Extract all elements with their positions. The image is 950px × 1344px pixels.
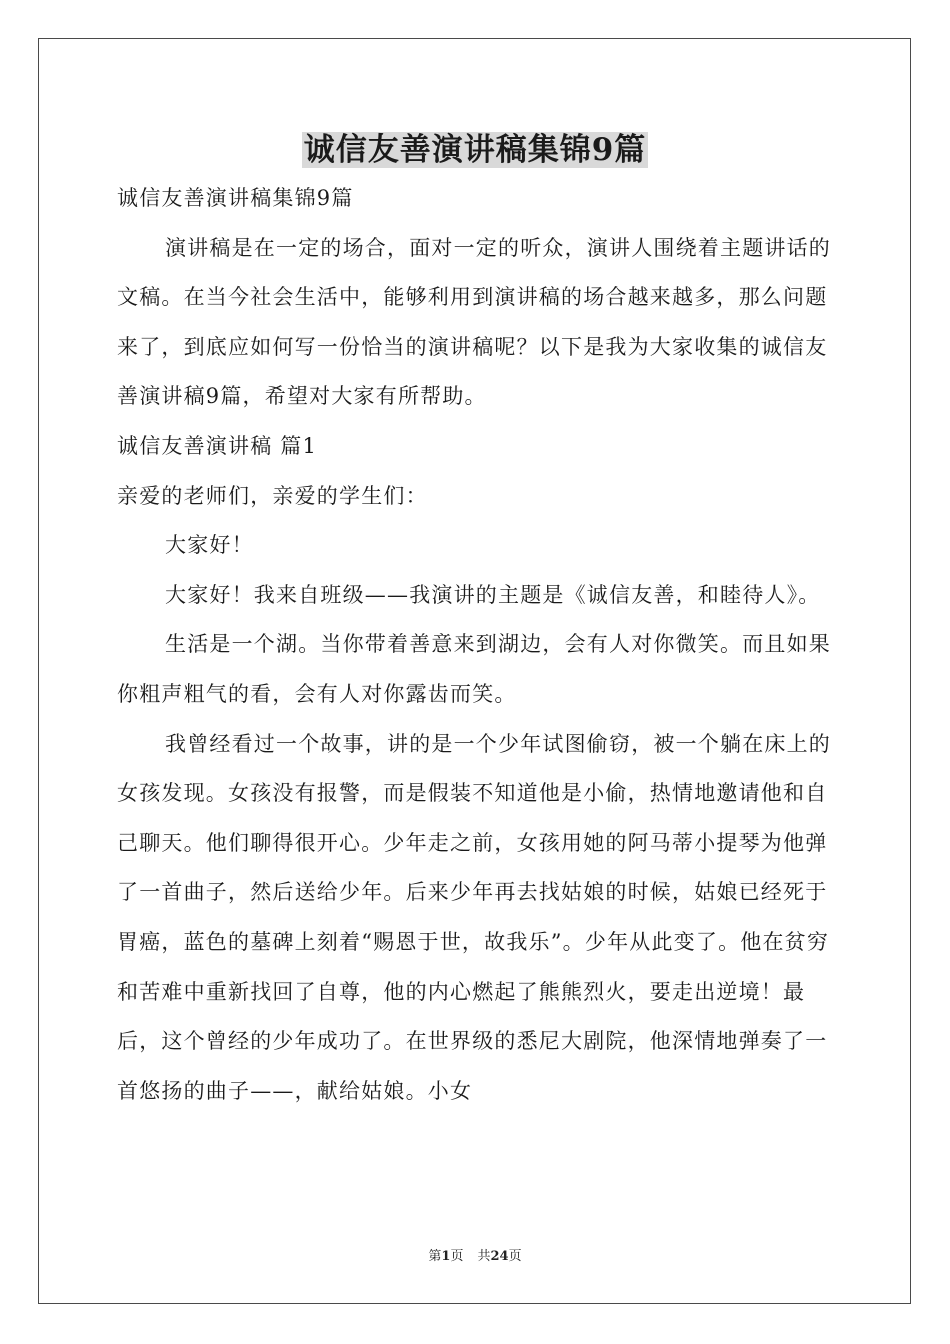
footer-total-pages: 24 (490, 1249, 509, 1264)
paragraph-greeting: 大家好！ (165, 533, 254, 558)
paragraph-intro: 演讲稿是在一定的场合，面对一定的听众，演讲人围绕着主题讲话的文稿。在当今社会生活中，能够利用到演讲稿的场合越来越多，那么问题来了，到底应如何写一份恰当的演讲稿呢？以下是我为大家收集的诚信友善演讲稿9篇，希望对大家有所帮助。 (117, 235, 831, 409)
document-title (0, 128, 950, 172)
paragraph-subtitle: 诚信友善演讲稿集锦9篇 (117, 186, 354, 210)
footer-total-prefix: 共 (477, 1249, 491, 1264)
paragraph-topic: 大家好！我来自班级——我演讲的主题是《诚信友善，和睦待人》。 (165, 582, 821, 607)
footer-page-number: 1 (441, 1249, 451, 1264)
page-footer (0, 1248, 950, 1266)
footer-page-suffix: 页 (450, 1249, 464, 1264)
document-title-text: 诚信友善演讲稿集锦9篇 (303, 132, 647, 168)
paragraph-story: 我曾经看过一个故事，讲的是一个少年试图偷窃，被一个躺在床上的女孩发现。女孩没有报警，而是假装不知道他是小偷，热情地邀请他和自己聊天。他们聊得很开心。少年走之前，女孩用她的阿马蒂小提琴为他弹了一首曲子，然后送给少年。后来少年再去找姑娘的时候，姑娘已经死于胃癌，蓝色的墓碑上刻着“赐恩于世，故我乐”。少年从此变了。他在贫穷和苦难中重新找回了自尊，他的内心燃起了熊熊烈火，要走出逆境！最后，这个曾经的少年成功了。在世界级的悉尼大剧院，他深情地弹奏了一首悠扬的曲子——，献给姑娘。小女 (117, 731, 831, 1103)
section-heading: 诚信友善演讲稿 篇1 (117, 433, 318, 458)
paragraph-salutation: 亲爱的老师们，亲爱的学生们： (117, 483, 428, 508)
footer-page-prefix: 第 (428, 1249, 442, 1264)
document-body (117, 174, 837, 1116)
footer-total-suffix: 页 (508, 1249, 522, 1264)
paragraph-lake: 生活是一个湖。当你带着善意来到湖边，会有人对你微笑。而且如果你粗声粗气的看，会有人对你露齿而笑。 (117, 632, 831, 706)
